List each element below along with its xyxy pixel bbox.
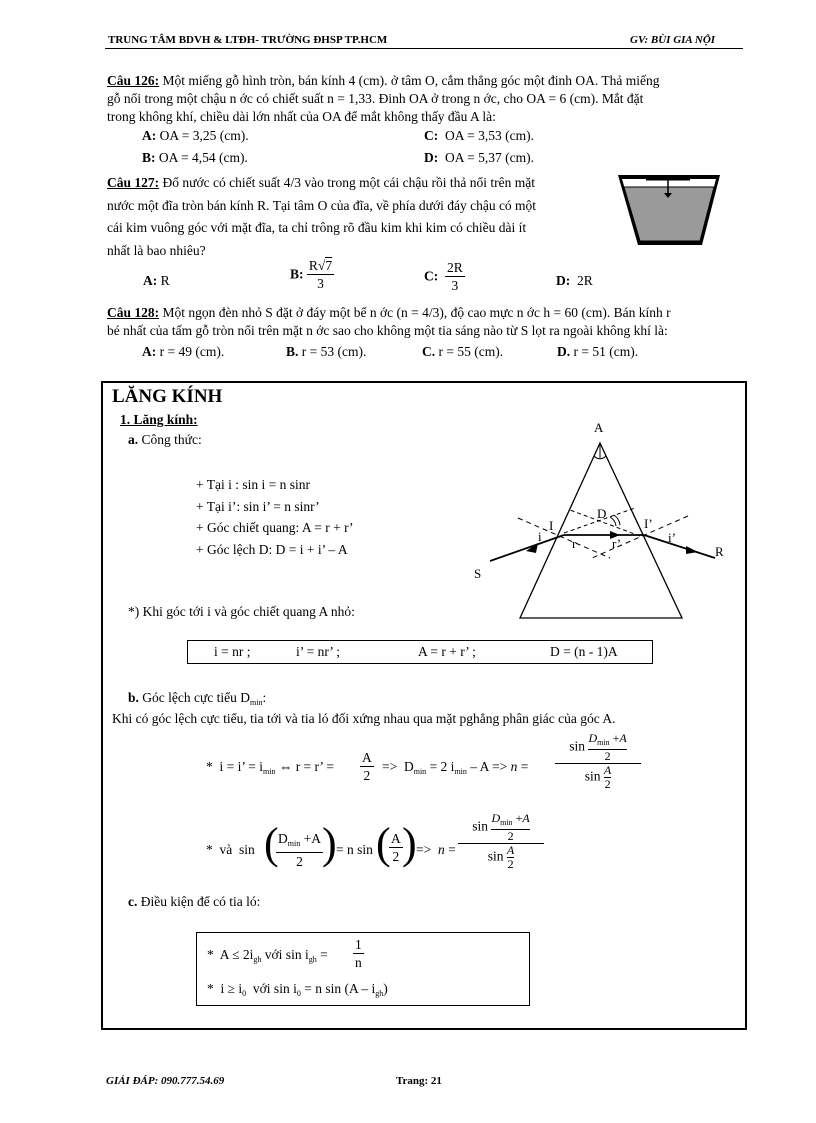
q126-line2: gỗ nổi trong một chậu n ớc có chiết suất n = 1,33. Đinh OA ở trong n ớc, cho OA = 6 (cm). Mắt đặt [107,91,644,106]
q126-option-b: B: OA = 4,54 (cm). [142,150,248,165]
q126-text [107,72,747,126]
label-D: D [597,506,607,521]
q127-option-d: D: 2R [556,273,593,288]
formula-4: + Góc lệch D: D = i + i’ – A [196,541,348,557]
q128-option-b: B. r = 53 (cm). [286,344,367,359]
section-a-title: a. Công thức: [128,432,202,447]
label-i: i [538,529,542,544]
header-left: TRUNG TÂM BDVH & LTĐH- TRƯỜNG ĐHSP TP.HCM [108,34,388,46]
q127-option-a: A: R [143,273,170,288]
q128-line1: Một ngọn đèn nhỏ S đặt ở đáy một bể n ớc (n = 4/3), độ cao mực n ớc h = 60 (cm). Bán kính r [159,305,671,320]
footer-contact: GIẢI ĐÁP: 090.777.54.69 [106,1075,225,1087]
label-I: I [549,518,554,533]
page-number: Trang: 21 [396,1075,442,1087]
basin-diagram [610,165,725,250]
q127-line1: Đổ nước có chiết suất 4/3 vào trong một cái chậu rồi thả nổi trên mặt [159,175,535,190]
label-r: r [572,536,577,551]
prism-title: LĂNG KÍNH [112,386,223,407]
small-angle-text: *) Khi góc tới i và góc chiết quang A nhỏ: [128,604,355,619]
q127-line4: nhất là bao nhiêu? [107,242,206,258]
label-R: R [715,544,724,559]
formula-1: + Tại i : sin i = n sinr [196,477,310,492]
section-c-title: c. Điều kiện để có tia ló: [128,894,261,909]
q126-title: Câu 126: [107,73,160,88]
min-deviation-desc: Khi có góc lệch cực tiểu, tia tới và tia ló đối xứng nhau qua mặt pghẳng phân giác của góc A. [112,711,616,726]
q127-line3: cái kim vuông góc với mặt đĩa, ta chỉ trông rõ đầu kim khi kim có chiều dài ít [107,220,527,235]
q128-option-c: C. r = 55 (cm). [422,344,504,359]
q128-option-a: A: r = 49 (cm). [142,344,225,359]
header-right: GV: BÙI GIA NỘI [630,34,716,46]
header-divider [105,48,743,49]
formula-list [196,474,354,560]
q126-option-a: A: OA = 3,25 (cm). [142,128,249,143]
min-formula-2: * và sin ( $D_{min} +A$ 2 ) = n sin ( $\frac{A}{2}$ ) => n = sin $D_{min} +A$ 2 sin $\frac{A}{2}$ [206,816,656,896]
q127-title: Câu 127: [107,175,160,190]
label-i2: i’ [668,530,676,545]
section-1-title: 1. Lăng kính: [120,412,198,427]
formula-3: + Góc chiết quang: A = r + r’ [196,520,354,535]
q127-text [107,172,607,262]
q127-option-b: B: $\frac{R√7}{3}$ [290,258,333,291]
small-angle-box: i = nr ; i’ = nr’ ; A = r + r’ ; D = (n - 1)A [187,640,653,664]
exit-condition-box: * $A \le 2i_{gh}$ với $\sin i_{gh}$ = $\frac{1}{n}$ * $i \ge i_0$ với $\sin i_0 = n$ $\sin (A - i_{gh})$ [196,932,530,1006]
q128-line2: bé nhất của tấm gỗ tròn nổi trên mặt n ớc sao cho không một tia sáng nào từ S lọt ra ngoài không khí là: [107,323,668,338]
q128-option-d: D. r = 51 (cm). [557,344,639,359]
label-I2: I’ [644,516,653,531]
formula-2: + Tại i’: sin i’ = n sinr’ [196,498,320,514]
label-r2: r’ [612,536,622,551]
label-A: A [594,420,604,435]
q126-line1: Một miếng gỗ hình tròn, bán kính 4 (cm). ở tâm O, cắm thẳng góc một đinh OA. Thả miếng [159,73,660,88]
q127-option-c: C: $\frac{2R}{3}$ [424,260,463,293]
q128-text [107,304,747,340]
q128-title: Câu 128: [107,305,160,320]
label-S: S [474,566,482,581]
q126-option-d: D: OA = 5,37 (cm). [424,150,534,165]
q126-line3: trong không khí, chiều dài lớn nhất của OA để mắt không thấy đầu A là: [107,109,496,124]
q126-option-c: C: OA = 3,53 (cm). [424,128,534,143]
section-b-title: b. Góc lệch cực tiểu $D_{min}$: [128,690,267,707]
q127-line2: nước một đĩa tròn bán kính R. Tại tâm O của đĩa, về phía dưới đáy chậu có một [107,197,537,213]
prism-diagram [460,418,740,628]
min-formula-1: * i = i’ = $i_{min}$ ⇔ r = r’ = $\frac{A}{2}$ => $D_{min} = 2$ $i_{min} - A => n$ = sin $D_{min} +A$ 2 sin $\frac{A}{2}$ [206,732,656,812]
